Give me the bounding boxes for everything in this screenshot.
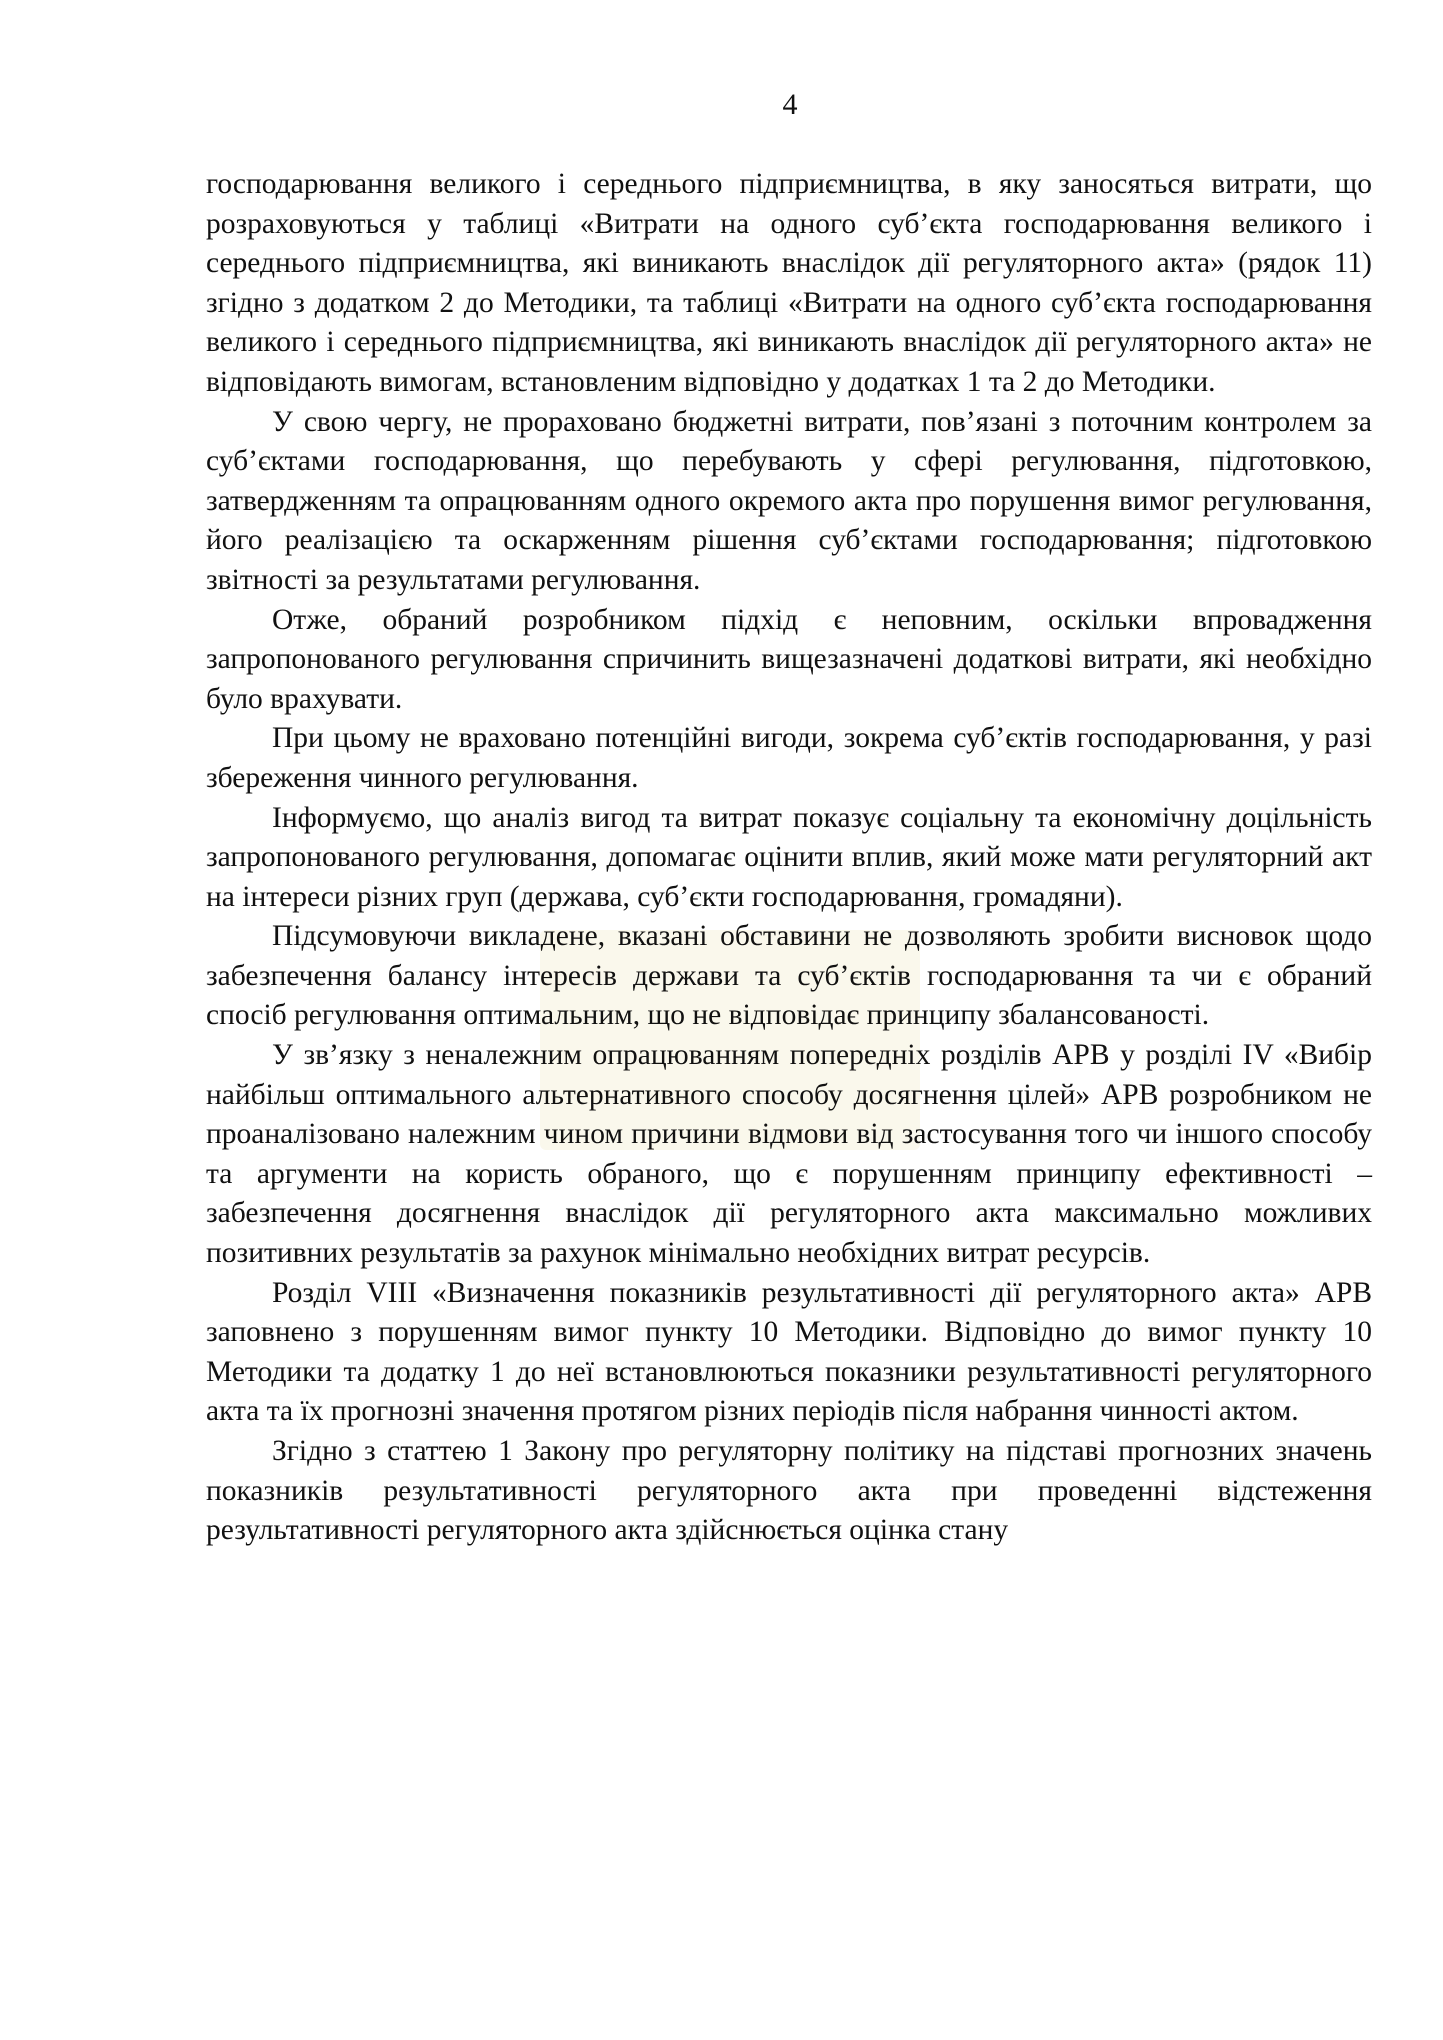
paragraph: При цьому не враховано потенційні вигоди, зокрема суб’єктів господарювання, у разі збереження чинного регулювання. bbox=[206, 722, 1372, 794]
document-body bbox=[206, 165, 1372, 1551]
paragraph: У свою чергу, не прораховано бюджетні витрати, пов’язані з поточним контролем за суб’єктами господарювання, що перебувають у сфері регулювання, підготовкою, затвердженням та опрацюванням одного окремого акта про порушення вимог регулювання, його реалізацією та оскарженням рішення суб’єктами господарювання; підготовкою звітності за результатами регулювання. bbox=[206, 405, 1372, 596]
paragraph: Згідно з статтею 1 Закону про регуляторну політику на підставі прогнозних значень показників результативності регуляторного акта при проведенні відстеження результативності регуляторного акта здійснюється оцінка стану bbox=[206, 1435, 1372, 1547]
paragraph: Підсумовуючи викладене, вказані обставини не дозволяють зробити висновок щодо забезпечення балансу інтересів держави та суб’єктів господарювання та чи є обраний спосіб регулювання оптимальним, що не відповідає принципу збалансованості. bbox=[206, 920, 1372, 1032]
paragraph: господарювання великого і середнього підприємництва, в яку заносяться витрати, що розраховуються у таблиці «Витрати на одного суб’єкта господарювання великого і середнього підприємництва, які виникають внаслідок дії регуляторного акта» (рядок 11) згідно з додатком 2 до Методики, та таблиці «Витрати на одного суб’єкта господарювання великого і середнього підприємництва, які виникають внаслідок дії регуляторного акта» не відповідають вимогам, встановленим відповідно у додатках 1 та 2 до Методики. bbox=[206, 168, 1372, 398]
paragraph: Розділ VIII «Визначення показників результативності дії регуляторного акта» АРВ заповнено з порушенням вимог пункту 10 Методики. Відповідно до вимог пункту 10 Методики та додатку 1 до неї встановлюються показники результативності регуляторного акта та їх прогнозні значення протягом різних періодів після набрання чинності актом. bbox=[206, 1276, 1372, 1428]
paragraph: У зв’язку з неналежним опрацюванням попередніх розділів АРВ у розділі IV «Вибір найбільш оптимального альтернативного способу досягнення цілей» АРВ розробником не проаналізовано належним чином причини відмови від застосування того чи іншого способу та аргументи на користь обраного, що є порушенням принципу ефективності – забезпечення досягнення внаслідок дії регуляторного акта максимально можливих позитивних результатів за рахунок мінімально необхідних витрат ресурсів. bbox=[206, 1039, 1372, 1270]
paragraph: Інформуємо, що аналіз вигод та витрат показує соціальну та економічну доцільність запропонованого регулювання, допомагає оцінити вплив, який може мати регуляторний акт на інтереси різних груп (держава, суб’єкти господарювання, громадяни). bbox=[206, 801, 1372, 913]
paragraph: Отже, обраний розробником підхід є неповним, оскільки впровадження запропонованого регулювання спричинить вищезазначені додаткові витрати, які необхідно було врахувати. bbox=[206, 603, 1372, 715]
page-number: 4 bbox=[782, 88, 798, 121]
